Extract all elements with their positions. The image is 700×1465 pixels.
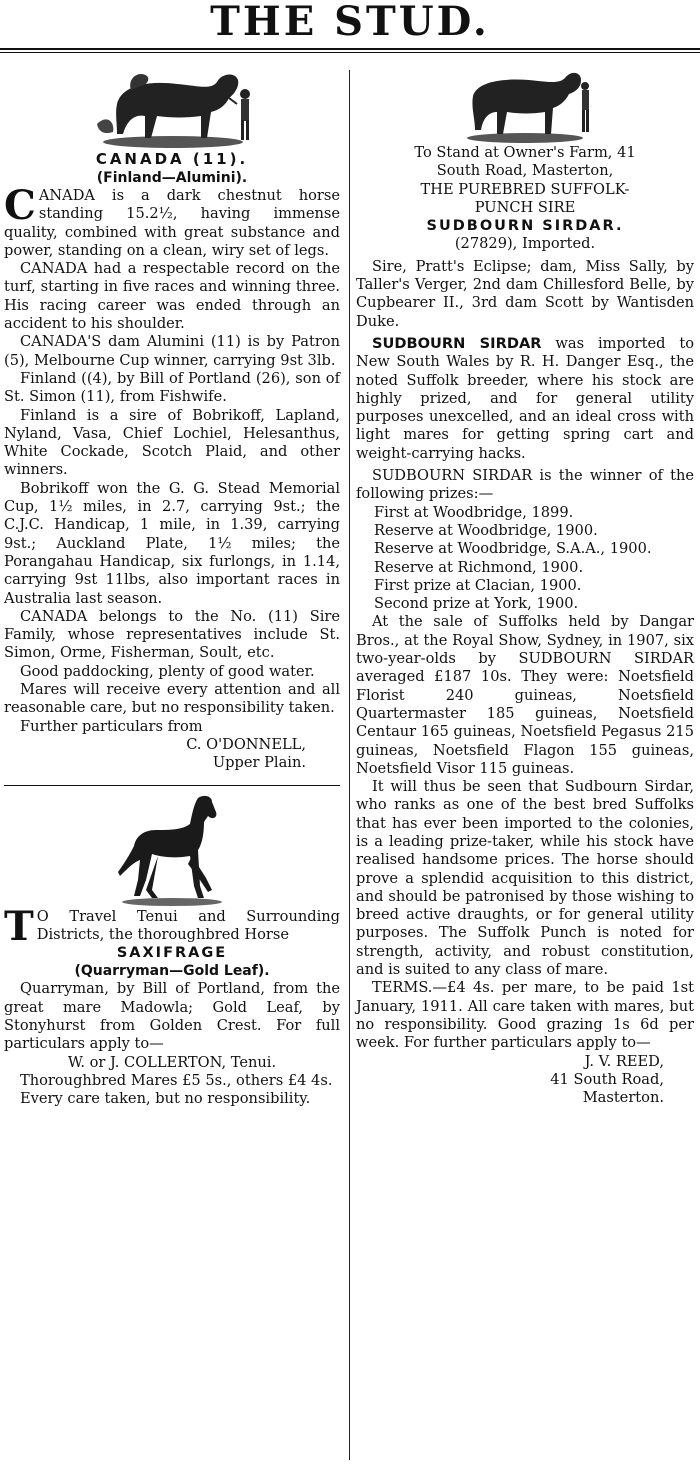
prize-item: Second prize at York, 1900.: [374, 595, 579, 613]
prize-item: First at Woodbridge, 1899.: [374, 503, 574, 521]
paragraph: Mares will receive every attention and all reasonable care, but no responsibility taken.: [4, 681, 340, 717]
draught-horse-illustration: [455, 64, 595, 144]
paragraph: Thoroughbred Mares £5 5s., others £4 4s.: [20, 1071, 333, 1089]
ad-subtitle-canada: (Finland—Alumini).: [96, 170, 248, 186]
ad-title-saxifrage: SAXIFRAGE: [116, 945, 228, 962]
paragraph: Finland ((4), by Bill of Portland (26), son of St. Simon (11), from Fishwife.: [4, 369, 340, 406]
paragraph: O Travel Tenui and Surrounding Districts, the thoroughbred Horse: [36, 907, 340, 943]
masthead-title: THE STUD.: [210, 0, 490, 45]
dropcap-t: T: [4, 902, 34, 950]
ad-line: THE PUREBRED SUFFOLK-: [420, 180, 630, 198]
paragraph: TERMS.—£4 4s. per mare, to be paid 1st January, 1911. All care taken with mares, but no responsibility. Good grazing 1s 6d per week. For further particulars apply to—: [356, 979, 694, 1052]
ad-line: PUNCH SIRE: [474, 198, 576, 216]
paragraph: Quarryman, by Bill of Portland, from the great mare Madowla; Gold Leaf, by Stonyhurst from Golden Crest. For full particulars apply to—: [4, 980, 340, 1053]
paragraph: It will thus be seen that Sudbourn Sirdar, who ranks as one of the best bred Suffolks that has ever been imported to the colonies, is a leading prize-taker, while his stock have realised handsome prices. The horse should prove a splendid acquisition to this district, and should be patronised by those wishing to breed active draughts, or for general utility purposes. The Suffolk Punch is noted for strength, activity, and robust constitution, and is suited to any class of mare.: [356, 778, 694, 979]
prize-item: Reserve at Woodbridge, 1900.: [374, 521, 598, 539]
ad-line: To Stand at Owner's Farm, 41: [414, 144, 636, 161]
paragraph: Sire, Pratt's Eclipse; dam, Miss Sally, by Taller's Verger, 2nd dam Chillesford Belle, by Cupbearer II., 3rd dam Scott by Wantisden Duke.: [356, 257, 694, 330]
signature-town: Masterton.: [582, 1089, 664, 1107]
paragraph: SUDBOURN SIRDAR is the winner of the following prizes:—: [356, 467, 694, 503]
signature-place: Upper Plain.: [212, 754, 306, 772]
paragraph: Finland is a sire of Bobrikoff, Lapland, Nyland, Vasa, Chief Lochiel, Helesanthus, White Cockade, Scotch Plaid, and other winners.: [4, 406, 340, 479]
signature-collerton: W. or J. COLLERTON, Tenui.: [67, 1053, 277, 1071]
paragraph: CANADA belongs to the No. (11) Sire Family, whose representatives include St. Simon, Orme, Fisherman, Soult, etc.: [4, 607, 340, 662]
name-bold: SUDBOURN SIRDAR: [372, 334, 542, 352]
prize-item: Reserve at Richmond, 1900.: [374, 558, 584, 576]
signature-name: C. O'DONNELL,: [186, 735, 306, 753]
masthead-rule: [0, 48, 700, 50]
right-column: [356, 64, 694, 1107]
left-column: [4, 64, 340, 1108]
paragraph: CANADA had a respectable record on the turf, starting in five races and winning three. His racing career was ended through an accident to his shoulder.: [4, 260, 340, 333]
paragraph: ANADA is a dark chestnut horse standing 15.2½, having immense quality, combined with great substance and power, standing on a clean, wiry set of legs.: [4, 187, 340, 259]
paragraph: Good paddocking, plenty of good water.: [20, 662, 315, 680]
paragraph: CANADA'S dam Alumini (11) is by Patron (5), Melbourne Cup winner, carrying 9st 3lb.: [4, 333, 340, 369]
signature-name: J. V. REED,: [584, 1052, 664, 1070]
ad-line: South Road, Masterton,: [436, 162, 614, 180]
ad-title-canada: CANADA (11).: [95, 150, 249, 168]
paragraph: SUDBOURN SIRDAR was imported to New South Wales by R. H. Danger Esq., the noted Suffolk breeder, where his stock are highly prized, and for general utility purposes unexcelled, and an ideal cross with light mares for getting spring cart and weight-carrying hacks.: [356, 334, 694, 462]
ad-separator: [4, 785, 340, 786]
paragraph: At the sale of Suffolks held by Dangar Bros., at the Royal Show, Sydney, in 1907, six two-year-olds by SUDBOURN SIRDAR averaged £187 10s. They were: Noetsfield Florist 240 guineas, Noetsfield Quartermaster 185 guineas, Noetsfield Centaur 165 guineas, Noetsfield Pegasus 215 guineas, Noetsfield Flagon 155 guineas, Noetsfield Visor 115 guineas.: [356, 613, 694, 777]
prize-item: Reserve at Woodbridge, S.A.A., 1900.: [374, 540, 652, 558]
horse-with-groom-illustration: [87, 64, 257, 150]
ad-title-sudbourn-sirdar: SUDBOURN SIRDAR.: [426, 218, 624, 235]
paragraph: Further particulars from: [20, 717, 203, 735]
masthead-rule-thin: [0, 52, 700, 53]
ad-subtitle-saxifrage: (Quarryman—Gold Leaf).: [74, 963, 270, 980]
column-divider: [349, 70, 350, 1460]
paragraph: Every care taken, but no responsibility.: [20, 1090, 311, 1108]
trotting-horse-illustration: [112, 790, 232, 908]
paragraph: Bobrikoff won the G. G. Stead Memorial Cup, 1½ miles, in 2.7, carrying 9st.; the C.J.C. Handicap, 1 mile, in 1.39, carrying 9st.; Auckland Plate, 1½ miles; the Porangahau Handicap, six furlongs, in 1.14, carrying 9st 11lbs, also important races in Australia last season.: [4, 479, 340, 607]
signature-address: 41 South Road,: [550, 1070, 664, 1088]
prize-item: First prize at Clacian, 1900.: [374, 576, 582, 594]
ad-subtitle-sudbourn: (27829), Imported.: [454, 235, 596, 253]
dropcap-c: C: [4, 182, 36, 229]
